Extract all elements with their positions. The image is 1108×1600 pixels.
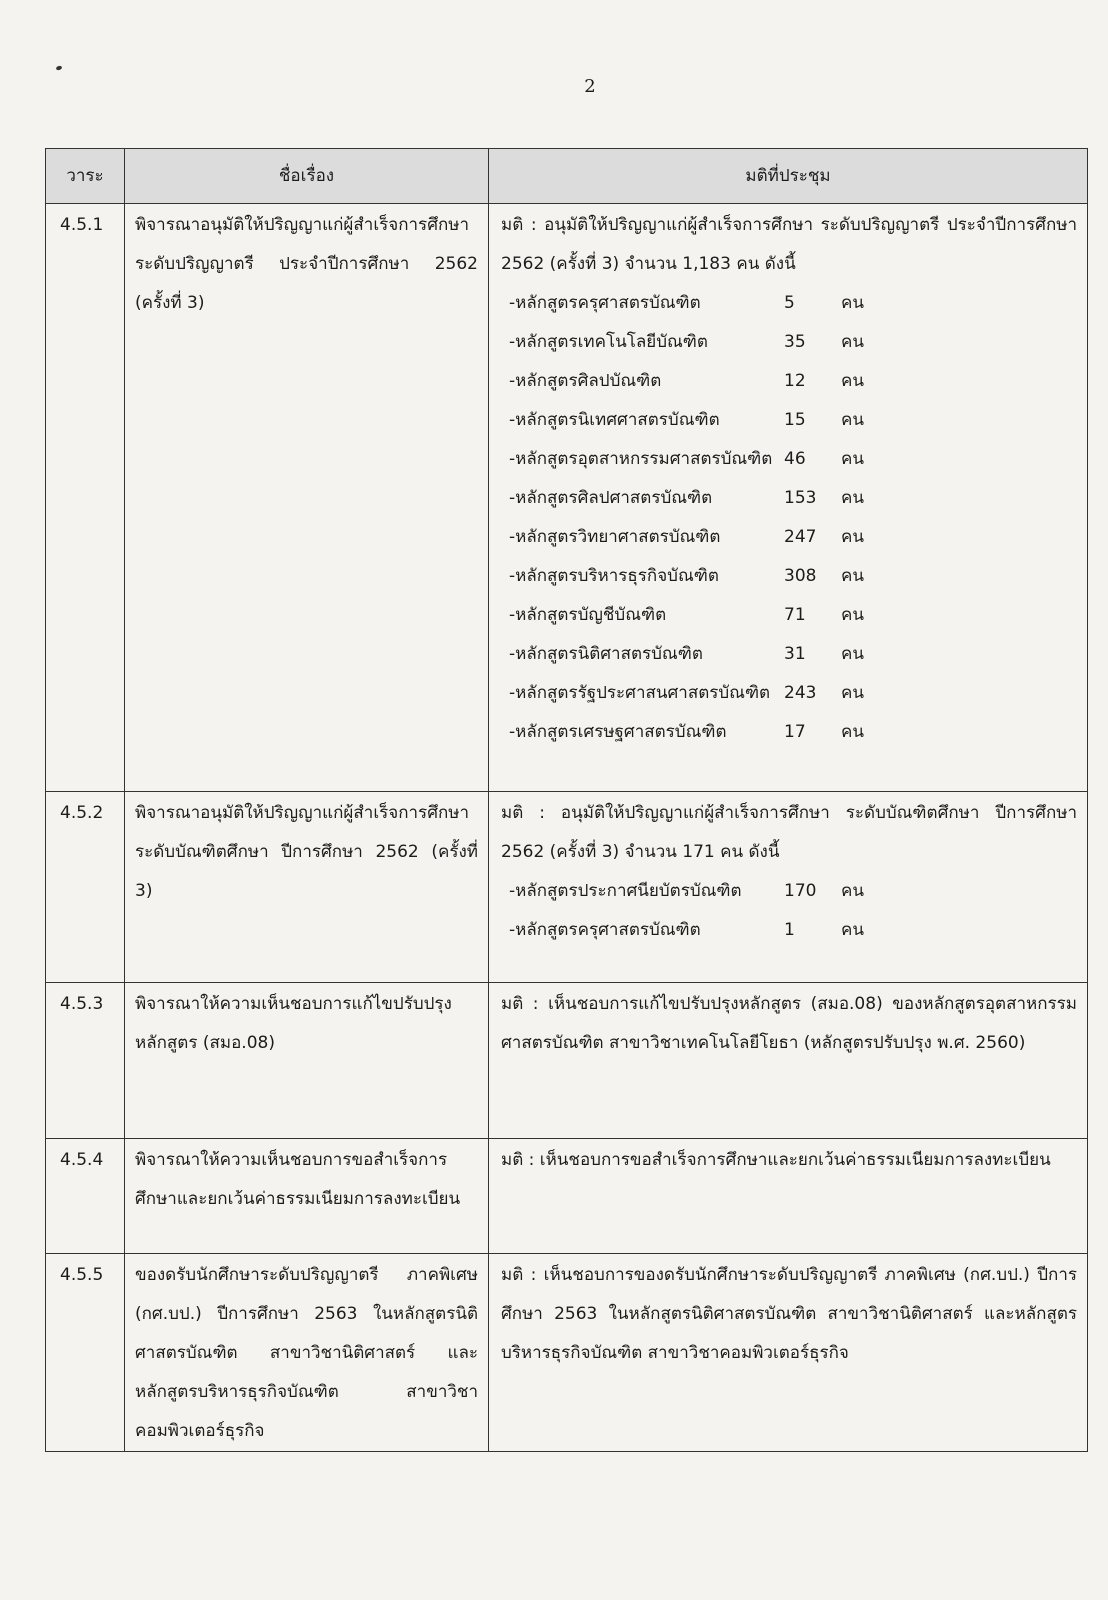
program-item [509,518,1077,557]
resolution-text: มติ : เห็นชอบการของดรับนักศึกษาระดับปริญญาตรี ภาคพิเศษ (กศ.บป.) ปีการศึกษา 2563 ในหลักสูตรนิติศาสตรบัณฑิต สาขาวิชานิติศาสตร์ และหลักสูตรบริหารธุรกิจบัณฑิต สาขาวิชาคอมพิวเตอร์ธุรกิจ [501,1265,1077,1363]
program-unit: คน [841,332,864,352]
resolution-text: มติ : อนุมัติให้ปริญญาแก่ผู้สำเร็จการศึกษา ระดับบัณฑิตศึกษา ปีการศึกษา 2562 (ครั้งที่ 3) จำนวน 171 คน ดังนี้ [501,803,1077,862]
resolution-text: มติ : อนุมัติให้ปริญญาแก่ผู้สำเร็จการศึกษา ระดับปริญญาตรี ประจำปีการศึกษา 2562 (ครั้งที่ 3) จำนวน 1,183 คน ดังนี้ [501,215,1077,274]
program-name: -หลักสูตรนิเทศศาสตรบัณฑิต [509,410,720,430]
table-row [46,792,1088,983]
program-name: -หลักสูตรครุศาสตรบัณฑิต [509,920,701,940]
table-row [46,1254,1088,1452]
program-count: 17 [784,722,806,742]
program-count: 15 [784,410,806,430]
agenda-number: 4.5.5 [46,1254,125,1452]
program-count: 71 [784,605,806,625]
table-row [46,204,1088,792]
program-count: 12 [784,371,806,391]
program-item [509,635,1077,674]
program-count: 247 [784,527,817,547]
program-list [501,872,1077,950]
resolution-text: มติ : เห็นชอบการขอสำเร็จการศึกษาและยกเว้นค่าธรรมเนียมการลงทะเบียน [501,1150,1051,1170]
table-row [46,1139,1088,1254]
program-name: -หลักสูตรวิทยาศาสตรบัณฑิต [509,527,721,547]
agenda-number: 4.5.4 [46,1139,125,1254]
program-name: -หลักสูตรประกาศนียบัตรบัณฑิต [509,881,742,901]
resolution-text: มติ : เห็นชอบการแก้ไขปรับปรุงหลักสูตร (สมอ.08) ของหลักสูตรอุตสาหกรรมศาสตรบัณฑิต สาขาวิชาเทคโนโลยีโยธา (หลักสูตรปรับปรุง พ.ศ. 2560) [501,994,1077,1053]
program-unit: คน [841,293,864,313]
scan-speck [55,65,62,71]
program-count: 35 [784,332,806,352]
program-name: -หลักสูตรอุตสาหกรรมศาสตรบัณฑิต [509,449,773,469]
program-count: 153 [784,488,817,508]
program-count: 31 [784,644,806,664]
agenda-resolution [489,1139,1088,1254]
program-item [509,323,1077,362]
program-item [509,872,1077,911]
program-unit: คน [841,566,864,586]
program-item [509,911,1077,950]
program-item [509,284,1077,323]
agenda-resolution [489,792,1088,983]
minutes-table [45,148,1088,1452]
program-unit: คน [841,722,864,742]
program-item [509,401,1077,440]
table-header-row [46,149,1088,204]
agenda-subject: พิจารณาให้ความเห็นชอบการขอสำเร็จการศึกษาและยกเว้นค่าธรรมเนียมการลงทะเบียน [125,1139,489,1254]
program-list [501,284,1077,752]
agenda-number: 4.5.3 [46,983,125,1139]
program-unit: คน [841,644,864,664]
page-number-text: 2 [584,76,596,97]
page-number [0,76,1108,97]
program-name: -หลักสูตรรัฐประศาสนศาสตรบัณฑิต [509,683,771,703]
program-unit: คน [841,449,864,469]
program-name: -หลักสูตรศิลปศาสตรบัณฑิต [509,488,713,508]
agenda-subject: พิจารณาอนุมัติให้ปริญญาแก่ผู้สำเร็จการศึกษา ระดับปริญญาตรี ประจำปีการศึกษา 2562 (ครั้งที่ 3) [125,204,489,792]
program-item [509,440,1077,479]
program-item [509,713,1077,752]
program-item [509,674,1077,713]
agenda-subject: พิจารณาอนุมัติให้ปริญญาแก่ผู้สำเร็จการศึกษาระดับบัณฑิตศึกษา ปีการศึกษา 2562 (ครั้งที่ 3) [125,792,489,983]
program-unit: คน [841,371,864,391]
table-row [46,983,1088,1139]
program-unit: คน [841,881,864,901]
program-count: 1 [784,920,795,940]
program-item [509,557,1077,596]
program-unit: คน [841,605,864,625]
header-subject: ชื่อเรื่อง [125,149,489,204]
program-name: -หลักสูตรศิลปบัณฑิต [509,371,662,391]
program-unit: คน [841,488,864,508]
program-item [509,362,1077,401]
header-agenda: วาระ [46,149,125,204]
agenda-resolution [489,983,1088,1139]
program-unit: คน [841,410,864,430]
program-item [509,479,1077,518]
agenda-subject: พิจารณาให้ความเห็นชอบการแก้ไขปรับปรุงหลักสูตร (สมอ.08) [125,983,489,1139]
agenda-resolution [489,1254,1088,1452]
program-name: -หลักสูตรบัญชีบัณฑิต [509,605,667,625]
header-resolution: มติที่ประชุม [489,149,1088,204]
program-count: 46 [784,449,806,469]
program-count: 170 [784,881,817,901]
program-name: -หลักสูตรครุศาสตรบัณฑิต [509,293,701,313]
program-name: -หลักสูตรบริหารธุรกิจบัณฑิต [509,566,719,586]
agenda-number: 4.5.1 [46,204,125,792]
program-unit: คน [841,527,864,547]
program-count: 5 [784,293,795,313]
program-name: -หลักสูตรเศรษฐศาสตรบัณฑิต [509,722,727,742]
agenda-subject: ของดรับนักศึกษาระดับปริญญาตรี ภาคพิเศษ (กศ.บป.) ปีการศึกษา 2563 ในหลักสูตรนิติศาสตรบัณฑิต สาขาวิชานิติศาสตร์ และหลักสูตรบริหารธุรกิจบัณฑิต สาขาวิชาคอมพิวเตอร์ธุรกิจ [125,1254,489,1452]
agenda-resolution [489,204,1088,792]
program-unit: คน [841,920,864,940]
program-unit: คน [841,683,864,703]
program-item [509,596,1077,635]
program-name: -หลักสูตรนิติศาสตรบัณฑิต [509,644,703,664]
program-count: 243 [784,683,817,703]
agenda-number: 4.5.2 [46,792,125,983]
program-name: -หลักสูตรเทคโนโลยีบัณฑิต [509,332,708,352]
program-count: 308 [784,566,817,586]
